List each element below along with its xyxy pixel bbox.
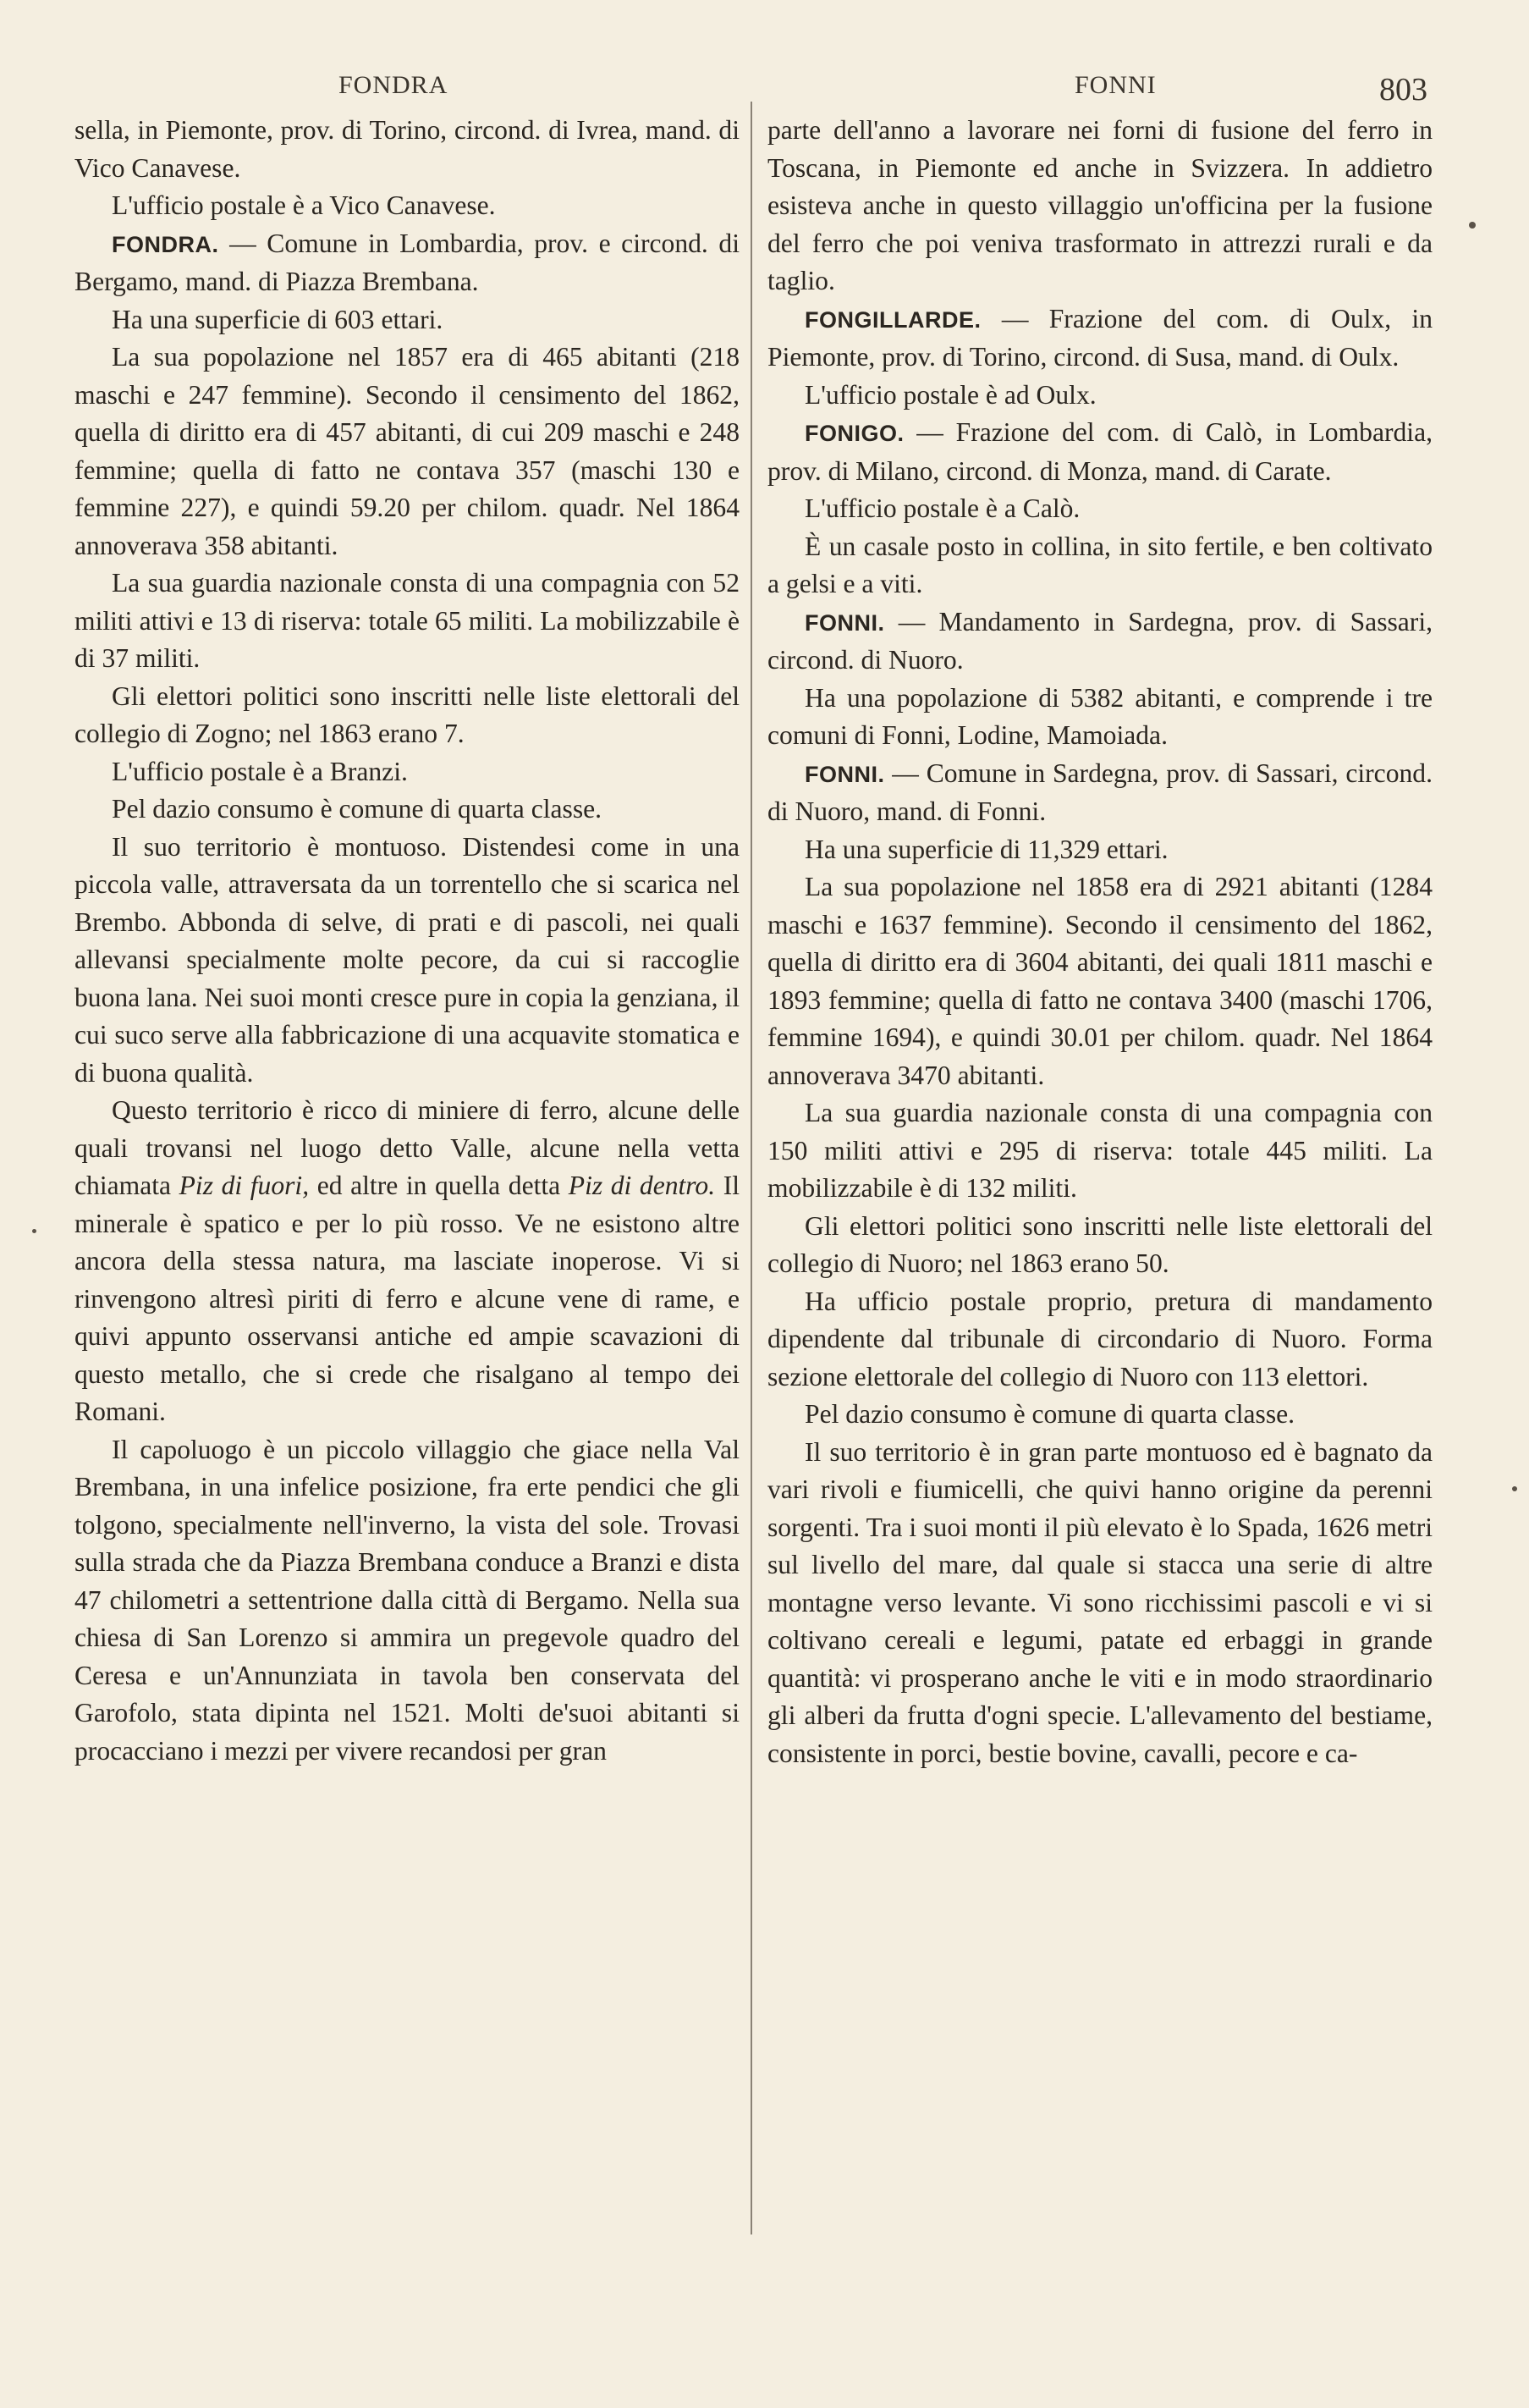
paragraph: Ha una superficie di 11,329 ettari.: [805, 834, 1169, 864]
entry-text: — Frazione del com. di Calò, in Lombardia, prov. di Milano, circond. di Monza, mand. di Carate.: [767, 417, 1433, 486]
paragraph: La sua guardia nazionale consta di una compagnia con 150 militi attivi e 295 di riserva: totale 445 militi. La mobilizzabile è di 132 militi.: [767, 1098, 1433, 1203]
print-speck: [1512, 1486, 1517, 1491]
italic-term: Piz di dentro.: [568, 1171, 716, 1200]
entry-keyword: FONGILLARDE.: [805, 306, 982, 333]
column-divider: [751, 102, 752, 2234]
entry-keyword: FONIGO.: [805, 421, 905, 446]
paragraph: Ha una superficie di 603 ettari.: [112, 304, 443, 334]
paragraph: La sua popolazione nel 1858 era di 2921 abitanti (1284 maschi e 1637 femmine). Secondo il censimento del 1862, quella di diritto era di 3604 abitanti, dei quali 1811 maschi e 1893 femmine; quella di fatto ne contava 3400 (maschi 1706, femmine 1694), e quindi 30.01 per chilom. quadr. Nel 1864 annoverava 3470 abitanti.: [767, 872, 1433, 1090]
text-run: ed altre in quella detta: [309, 1171, 569, 1200]
entry-fonni-comune: [767, 755, 1433, 831]
running-head-left: FONDRA: [338, 71, 448, 99]
paragraph: sella, in Piemonte, prov. di Torino, circond. di Ivrea, mand. di Vico Canavese.: [74, 115, 740, 183]
right-column: [767, 112, 1433, 1772]
entry-keyword: FONNI.: [805, 609, 885, 636]
paragraph: Gli elettori politici sono inscritti nelle liste elettorali del collegio di Nuoro; nel 1863 erano 50.: [767, 1210, 1433, 1278]
paragraph: parte dell'anno a lavorare nei forni di fusione del ferro in Toscana, in Piemonte ed anche in Svizzera. In addietro esisteva anche in questo villaggio un'officina per la fusione del ferro che poi veniva trasformato in attrezzi rurali e da taglio.: [767, 115, 1433, 295]
entry-text: — Mandamento in Sardegna, prov. di Sassari, circond. di Nuoro.: [767, 606, 1433, 675]
entry-fonni-mandamento: [767, 603, 1433, 680]
paragraph: Il capoluogo è un piccolo villaggio che giace nella Val Brembana, in una infelice posizione, fra erte pendici che gli tolgono, specialmente nell'inverno, la vista del sole. Trovasi sulla strada che da Piazza Brembana conduce a Branzi e dista 47 chilometri a settentrione dalla città di Bergamo. Nella sua chiesa di San Lorenzo si ammira un pregevole quadro del Ceresa e un'Annunziata in tavola ben conservata del Garofolo, stata dipinta nel 1521. Molti de'suoi abitanti si procacciano i mezzi per vivere recandosi per gran: [74, 1434, 740, 1766]
paragraph: Il suo territorio è montuoso. Distendesi come in una piccola valle, attraversata da un torrentello che si scarica nel Brembo. Abbonda di selve, di prati e di pascoli, nei quali allevansi specialmente molte pecore, da cui si raccoglie buona lana. Nei suoi monti cresce pure in copia la genziana, il cui suco serve alla fabbricazione di una acquavite stomatica e di buona qualità.: [74, 831, 740, 1088]
paragraph: Pel dazio consumo è comune di quarta classe.: [805, 1399, 1295, 1429]
paragraph: È un casale posto in collina, in sito fertile, e ben coltivato a gelsi e a viti.: [767, 531, 1433, 598]
left-column: [74, 112, 740, 1770]
entry-fondra: [74, 225, 740, 301]
paragraph: [74, 1092, 740, 1431]
paragraph: L'ufficio postale è a Vico Canavese.: [112, 190, 496, 220]
paragraph: Ha ufficio postale proprio, pretura di mandamento dipendente dal tribunale di circondario di Nuoro. Forma sezione elettorale del collegio di Nuoro con 113 elettori.: [767, 1286, 1433, 1391]
entry-text: — Frazione del com. di Oulx, in Piemonte, prov. di Torino, circond. di Susa, mand. di Oulx.: [767, 303, 1433, 372]
paragraph: L'ufficio postale è a Branzi.: [112, 756, 408, 786]
entry-fonigo: [767, 414, 1433, 490]
paragraph: Il suo territorio è in gran parte montuoso ed è bagnato da vari rivoli e fiumicelli, che quivi hanno origine da perenni sorgenti. Tra i suoi monti il più elevato è lo Spada, 1626 metri sul livello del mare, dal quale si stacca una serie di altre montagne verso levante. Vi sono ricchissimi pascoli e vi si coltivano cereali e legumi, patate ed erbaggi in grande quantità: vi prosperano anche le viti e in modo straordinario gli alberi da frutta d'ogni specie. L'allevamento del bestiame, consistente in porci, bestie bovine, cavalli, pecore e ca-: [767, 1436, 1433, 1768]
paragraph: La sua popolazione nel 1857 era di 465 abitanti (218 maschi e 247 femmine). Secondo il censimento del 1862, quella di diritto era di 457 abitanti, di cui 209 maschi e 248 femmine; quella di fatto ne contava 357 (maschi 130 e femmine 227), e quindi 59.20 per chilom. quadr. Nel 1864 annoverava 358 abitanti.: [74, 342, 740, 560]
entry-fongillarde: [767, 300, 1433, 377]
entry-text: — Comune in Lombardia, prov. e circond. di Bergamo, mand. di Piazza Brembana.: [74, 228, 740, 296]
entry-keyword: FONNI.: [805, 761, 885, 787]
italic-term: Piz di fuori,: [179, 1171, 310, 1200]
print-speck: [32, 1229, 36, 1233]
paragraph: Gli elettori politici sono inscritti nelle liste elettorali del collegio di Zogno; nel 1863 erano 7.: [74, 681, 740, 748]
paragraph: Pel dazio consumo è comune di quarta classe.: [112, 794, 602, 824]
text-run: Il minerale è spatico e per lo più rosso. Ve ne esistono altre ancora della stessa natura, ma lasciate inoperose. Vi si rinvengono altresì piriti di ferro e alcune vene di rame, e quivi appunto osservansi antiche ed ampie scavazioni di questo metallo, che si crede che risalgano al tempo dei Romani.: [74, 1171, 740, 1426]
paragraph: La sua guardia nazionale consta di una compagnia con 52 militi attivi e 13 di riserva: totale 65 militi. La mobilizzabile è di 37 militi.: [74, 568, 740, 673]
paragraph: L'ufficio postale è a Calò.: [805, 493, 1081, 523]
print-speck: [1469, 222, 1476, 229]
page-number: 803: [1379, 72, 1427, 107]
entry-text: — Comune in Sardegna, prov. di Sassari, circond. di Nuoro, mand. di Fonni.: [767, 758, 1433, 826]
entry-keyword: FONDRA.: [112, 231, 219, 257]
running-head-right: FONNI: [1075, 71, 1157, 99]
text-run: Questo territorio è ricco di miniere di ferro, alcune delle quali trovansi nel luogo detto Valle, alcune nella vetta chiamata: [74, 1095, 740, 1200]
paragraph: L'ufficio postale è ad Oulx.: [805, 379, 1097, 410]
paragraph: Ha una popolazione di 5382 abitanti, e comprende i tre comuni di Fonni, Lodine, Mamoiada.: [767, 682, 1433, 750]
